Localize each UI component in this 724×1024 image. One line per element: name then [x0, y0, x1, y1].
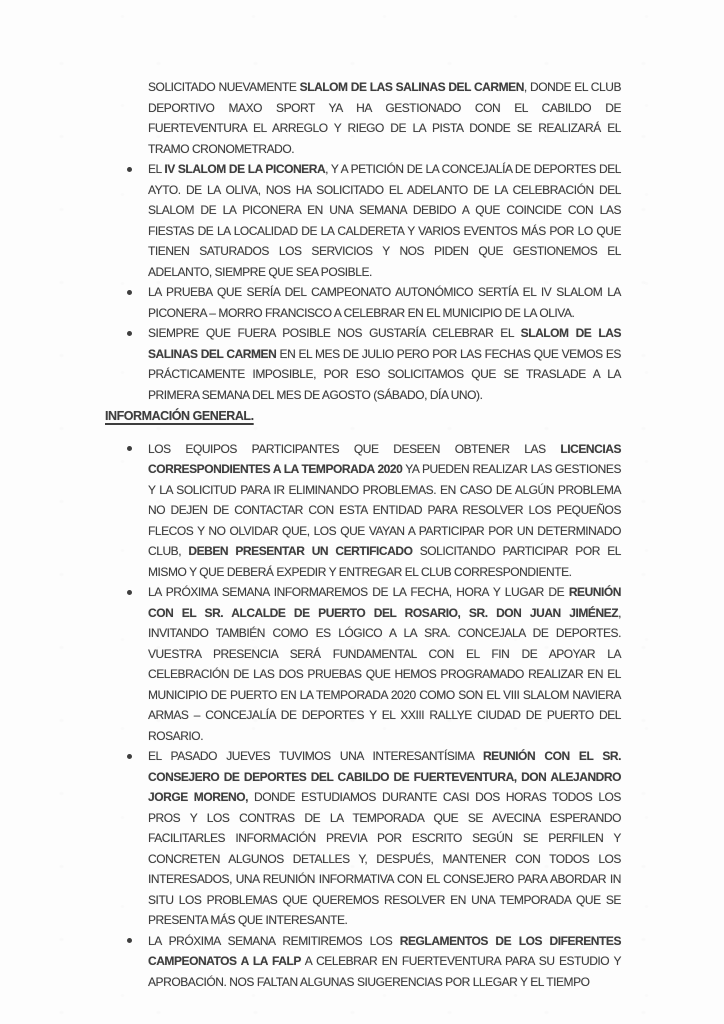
paragraph-continuation	[148, 77, 621, 159]
bullet-item-reunion-alcalde	[148, 582, 621, 746]
text-run: SOLICITADO NUEVAMENTE	[148, 80, 300, 94]
bullet-item-licencias	[148, 439, 621, 583]
text-run: EN EL MES DE JULIO PERO POR LAS FECHAS QUE VEMOS ES PRÁCTICAMENTE IMPOSIBLE, POR ESO SOLICITAMOS QUE SE TRASLADE A LA PRIMERA SEMANA DEL MES DE AGOSTO (SÁBADO, DÍA UNO).	[148, 346, 621, 402]
text-run-bold: REUNIÓN CON EL SR. CONSEJERO DE DEPORTES DEL CABILDO DE FUERTEVENTURA, DON ALEJANDRO JORGE MORENO,	[148, 749, 622, 804]
text-run: EL PASADO JUEVES TUVIMOS UNA INTERESANTÍSIMA	[148, 749, 483, 763]
bullet-item-reglamentos	[148, 931, 621, 993]
text-run-bold: REUNIÓN CON EL SR. ALCALDE DE PUERTO DEL ROSARIO, SR. DON JUAN JIMÉNEZ	[148, 585, 621, 620]
document-content	[105, 77, 622, 992]
text-run-bold: SLALOM DE LAS SALINAS DEL CARMEN	[299, 80, 524, 94]
section-heading: INFORMACIÓN GENERAL.	[105, 409, 254, 423]
text-run: LA PRÓXIMA SEMANA INFORMAREMOS DE LA FECHA, HORA Y LUGAR DE	[148, 585, 569, 599]
bullet-item-campeonato-autonomico	[148, 282, 621, 323]
text-run-bold: REGLAMENTOS DE LOS DIFERENTES CAMPEONATOS A LA FALP	[148, 933, 622, 968]
bullet-dot-icon	[127, 938, 132, 943]
text-run: , INVITANDO TAMBIÉN COMO ES LÓGICO A LA SRA. CONCEJALA DE DEPORTES. VUESTRA PRESENCIA SERÁ FUNDAMENTAL CON EL FIN DE APOYAR LA CELEBRACIÓN DE LAS DOS PRUEBAS QUE HEMOS PROGRAMADO REALIZAR EN EL MUNICIPIO DE PUERTO EN LA TEMPORADA 2020 COMO SON EL VIII SLALOM NAVIERA ARMAS – CONCEJALÍA DE DEPORTES Y EL XXIII RALLYE CIUDAD DE PUERTO DEL ROSARIO.	[148, 605, 621, 743]
bullet-dot-icon	[127, 754, 132, 759]
text-run-bold: LICENCIAS CORRESPONDIENTES A LA TEMPORADA 2020	[148, 441, 621, 476]
bullet-item-reunion-consejero	[148, 746, 621, 931]
text-run: LOS EQUIPOS PARTICIPANTES QUE DESEEN OBTENER LAS	[148, 441, 561, 456]
bullet-list-top	[148, 159, 621, 405]
text-run-bold: DEBEN PRESENTAR UN CERTIFICADO	[188, 544, 413, 558]
bullet-dot-icon	[127, 167, 132, 172]
bullet-dot-icon	[127, 290, 132, 295]
text-run: SOLICITANDO PARTICIPAR POR EL MISMO Y QUE DEBERÁ EXPEDIR Y ENTREGAR EL CLUB CORRESPONDIENTE.	[148, 544, 621, 579]
text-run: LA PRUEBA QUE SERÍA DEL CAMPEONATO AUTONÓMICO SERTÍA EL IV SLALOM LA PICONERA – MORRO FRANCISCO A CELEBRAR EN EL MUNICIPIO DE LA OLIVA.	[148, 285, 621, 320]
text-run: SIEMPRE QUE FUERA POSIBLE NOS GUSTARÍA CELEBRAR EL	[148, 326, 521, 340]
text-run-bold: SLALOM DE LAS SALINAS DEL CARMEN	[148, 326, 621, 361]
bullet-item-piconera-adelanto	[148, 159, 621, 282]
bullet-dot-icon	[127, 331, 132, 336]
text-run: EL	[148, 162, 165, 176]
bullet-dot-icon	[127, 590, 132, 595]
bullet-list-general	[148, 439, 621, 993]
bullet-dot-icon	[127, 446, 132, 451]
text-run: , DONDE EL CLUB DEPORTIVO MAXO SPORT YA HA GESTIONADO CON EL CABILDO DE FUERTEVENTURA EL ARREGLO Y RIEGO DE LA PISTA DONDE SE REALIZARÁ EL TRAMO CRONOMETRADO.	[148, 80, 621, 156]
text-run: A CELEBRAR EN FUERTEVENTURA PARA SU ESTUDIO Y APROBACIÓN. NOS FALTAN ALGUNAS SIUGERENCIAS POR LLEGAR Y EL TIEMPO	[148, 954, 622, 989]
text-run-bold: IV SLALOM DE LA PICONERA	[164, 162, 326, 176]
text-run: LA PRÓXIMA SEMANA REMITIREMOS LOS	[148, 933, 400, 948]
bullet-item-salinas-agosto	[148, 323, 621, 405]
text-run: YA PUEDEN REALIZAR LAS GESTIONES Y LA SOLICITUD PARA IR ELIMINANDO PROBLEMAS. EN CASO DE ALGÚN PROBLEMA NO DEJEN DE CONTACTAR CON ESTA ENTIDAD PARA RESOLVER LOS PEQUEÑOS FLECOS Y NO OLVIDAR QUE, LOS QUE VAYAN A PARTICIPAR POR UN DETERMINADO CLUB,	[148, 462, 621, 558]
text-run: DONDE ESTUDIAMOS DURANTE CASI DOS HORAS TODOS LOS PROS Y LOS CONTRAS DE LA TEMPORADA QUE SE AVECINA ESPERANDO FACILITARLES INFORMACIÓN PREVIA POR ESCRITO SEGÚN SE PERFILEN Y CONCRETEN ALGUNOS DETALLES Y, DESPUÉS, MANTENER CON TODOS LOS INTERESADOS, UNA REUNIÓN INFORMATIVA CON EL CONSEJERO PARA ABORDAR IN SITU LOS PROBLEMAS QUE QUEREMOS RESOLVER EN UNA TEMPORADA QUE SE PRESENTA MÁS QUE INTERESANTE.	[148, 790, 621, 927]
text-run: , Y A PETICIÓN DE LA CONCEJALÍA DE DEPORTES DEL AYTO. DE LA OLIVA, NOS HA SOLICITADO EL ADELANTO DE LA CELEBRACIÓN DEL SLALOM DE LA PICONERA EN UNA SEMANA DEBIDO A QUE COINCIDE CON LAS FIESTAS DE LA LOCALIDAD DE LA CALDERETA Y VARIOS EVENTOS MÁS POR LO QUE TIENEN SATURADOS LOS SERVICIOS Y NOS PIDEN QUE GESTIONEMOS EL ADELANTO, SIEMPRE QUE SEA POSIBLE.	[148, 162, 621, 279]
